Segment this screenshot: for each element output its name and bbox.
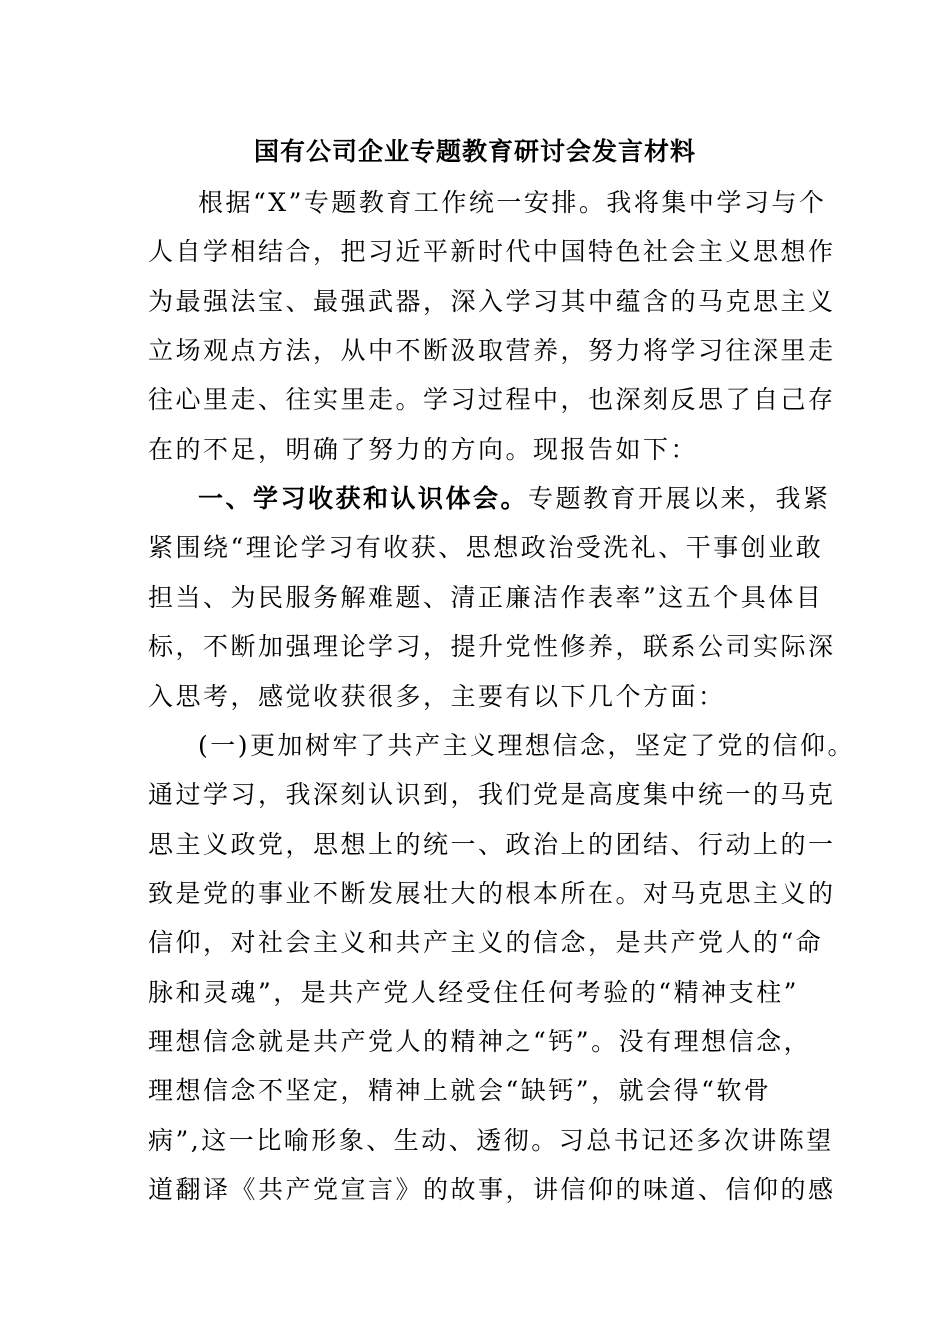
body-line [148,380,836,429]
body-line-text: 人自学相结合，把习近平新时代中国特色社会主义思想作 [148,237,836,267]
body-line [148,923,824,972]
body-line-text: 思主义政党，思想上的统一、政治上的团结、行动上的一 [148,829,836,859]
body-line [148,282,836,331]
body-line-text: 紧围绕“理论学习有收获、思想政治受洗礼、干事创业敢 [148,533,824,563]
body-line-text: 为最强法宝、最强武器，深入学习其中蕴含的马克思主义 [148,286,836,316]
body-line-text: 专题教育开展以来，我紧 [528,484,831,514]
body-line [148,232,836,281]
body-line-text: 根据“X”专题教育工作统一安排。我将集中学习与个 [198,188,827,217]
section-heading: 一、学习收获和认识体会。 [198,484,529,514]
body-line [148,1022,812,1071]
body-line-text: 致是党的事业不断发展壮大的根本所在。对马克思主义的 [148,878,836,908]
body-line [148,331,836,380]
body-line-text: 理想信念不坚定，精神上就会“缺钙”，就会得“软骨 [148,1076,772,1106]
body-line-text: 理想信念就是共产党人的精神之“钙”。没有理想信念， [148,1026,812,1056]
body-line-text: 通过学习，我深刻认识到，我们党是高度集中统一的马克 [148,780,836,810]
document-title: 国有公司企业专题教育研讨会发言材料 [253,137,696,166]
body-line [198,479,831,528]
body-line-text: 立场观点方法，从中不断汲取营养，努力将学习往深里走 [148,336,836,366]
body-line [148,874,836,923]
body-line-text: 信仰，对社会主义和共产主义的信念，是共产党人的“命 [148,928,824,958]
body-line [148,973,808,1022]
body-line-text: (一)更加树牢了共产主义理想信念，坚定了党的信仰。 [198,730,856,760]
body-line [148,1071,808,1120]
body-line [148,677,808,726]
body-line-text: 入思考，感觉收获很多，主要有以下几个方面： [148,681,726,711]
body-line [148,1170,836,1219]
body-line-text: 脉和灵魂”，是共产党人经受住任何考验的“精神支柱” [148,977,799,1007]
body-line-text: 道翻译《共产党宣言》的故事，讲信仰的味道、信仰的感 [148,1175,836,1204]
body-line [198,726,856,775]
body-line [148,430,808,479]
body-line-text: 在的不足，明确了努力的方向。现报告如下： [148,434,699,464]
body-line [148,578,824,627]
body-line [148,627,836,676]
body-line-text: 往心里走、往实里走。学习过程中，也深刻反思了自己存 [148,385,836,415]
body-line [148,528,824,577]
body-line-text: 病”,这一比喻形象、生动、透彻。习总书记还多次讲陈望 [148,1125,834,1155]
body-line-text: 担当、为民服务解难题、清正廉洁作表率”这五个具体目 [148,582,824,612]
body-line [198,183,827,232]
body-line [148,1121,834,1170]
body-line [148,825,836,874]
body-line [148,775,836,824]
body-line-text: 标，不断加强理论学习，提升党性修养，联系公司实际深 [148,632,836,662]
